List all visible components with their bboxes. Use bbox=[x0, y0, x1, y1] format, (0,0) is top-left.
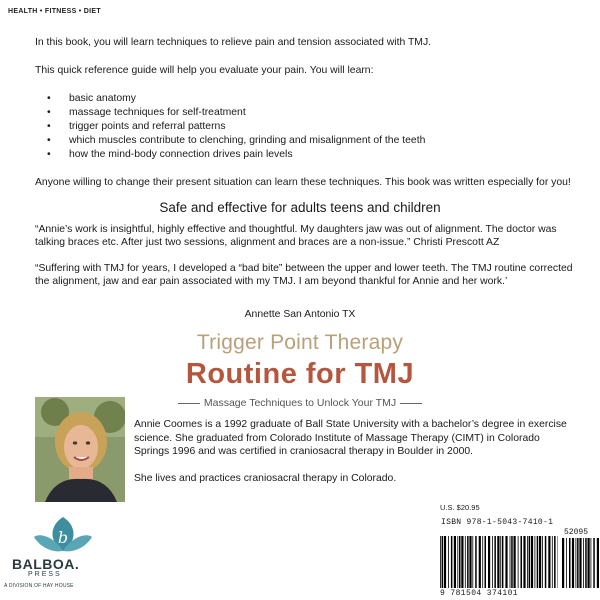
barcode-addon-icon bbox=[562, 538, 600, 588]
list-item: • basic anatomy bbox=[47, 92, 575, 106]
subtitle-text: Massage Techniques to Unlock Your TMJ bbox=[203, 397, 397, 409]
intro-section bbox=[35, 36, 575, 204]
svg-text:b: b bbox=[57, 528, 69, 547]
publisher-name: BALBOA. bbox=[12, 556, 80, 572]
publisher-division: A DIVISION OF HAY HOUSE bbox=[4, 583, 74, 589]
testimonial-attribution: Annette San Antonio TX bbox=[244, 309, 356, 320]
intro-paragraph-3: Anyone willing to change their present situation can learn these techniques. This book was written especially for you! bbox=[35, 177, 571, 188]
list-item: • which muscles contribute to clenching, grinding and misalignment of the teeth bbox=[47, 134, 575, 148]
author-bio bbox=[134, 418, 574, 485]
book-title-line-1: Trigger Point Therapy bbox=[196, 331, 404, 354]
testimonials bbox=[35, 223, 580, 301]
tagline: Safe and effective for adults teens and children bbox=[159, 200, 441, 215]
book-title-line-2: Routine for TMJ bbox=[185, 358, 415, 390]
list-item: • massage techniques for self-treatment bbox=[47, 106, 575, 120]
testimonial-2: “Suffering with TMJ for years, I developed a “bad bite” between the upper and lower teeth. The TMJ routine corrected the alignment, jaw and ear pain associated with my TMJ. I am beyond thankful for Annie and her work.’ bbox=[35, 263, 573, 287]
publisher-press: PRESS bbox=[28, 571, 62, 578]
author-photo bbox=[35, 397, 125, 502]
testimonial-1: “Annie’s work is insightful, highly effective and thoughtful. My daughters jaw was out of alignment. The doctor was talking braces etc. After just two sessions, alignment and braces are a non-issue.” Christi Prescott AZ bbox=[35, 224, 557, 248]
barcode-addon-number: 52095 bbox=[564, 528, 589, 537]
barcode-main-icon bbox=[440, 536, 558, 588]
list-item: • how the mind-body connection drives pain levels bbox=[47, 148, 575, 162]
learning-list bbox=[47, 92, 575, 162]
bio-paragraph-2: She lives and practices craniosacral therapy in Colorado. bbox=[134, 472, 397, 484]
bio-paragraph-1: Annie Coomes is a 1992 graduate of Ball State University with a bachelor’s degree in exercise science. She graduated from Colorado Institute of Massage Therapy (CIMT) in Colorado Springs 1996 and was certified in craniosacral therapy in Boulder in 2000. bbox=[134, 419, 567, 457]
price-label: U.S. $20.95 bbox=[440, 503, 480, 512]
intro-paragraph-2: This quick reference guide will help you evaluate your pain. You will learn: bbox=[35, 65, 374, 76]
category-label: HEALTH • FITNESS • DIET bbox=[8, 8, 101, 15]
list-item: • trigger points and referral patterns bbox=[47, 120, 575, 134]
barcode bbox=[440, 528, 600, 600]
intro-paragraph-1: In this book, you will learn techniques to relieve pain and tension associated with TMJ. bbox=[35, 37, 432, 48]
isbn-label: ISBN 978-1-5043-7410-1 bbox=[441, 518, 554, 527]
barcode-ean-number: 9 781504 374101 bbox=[440, 589, 519, 598]
